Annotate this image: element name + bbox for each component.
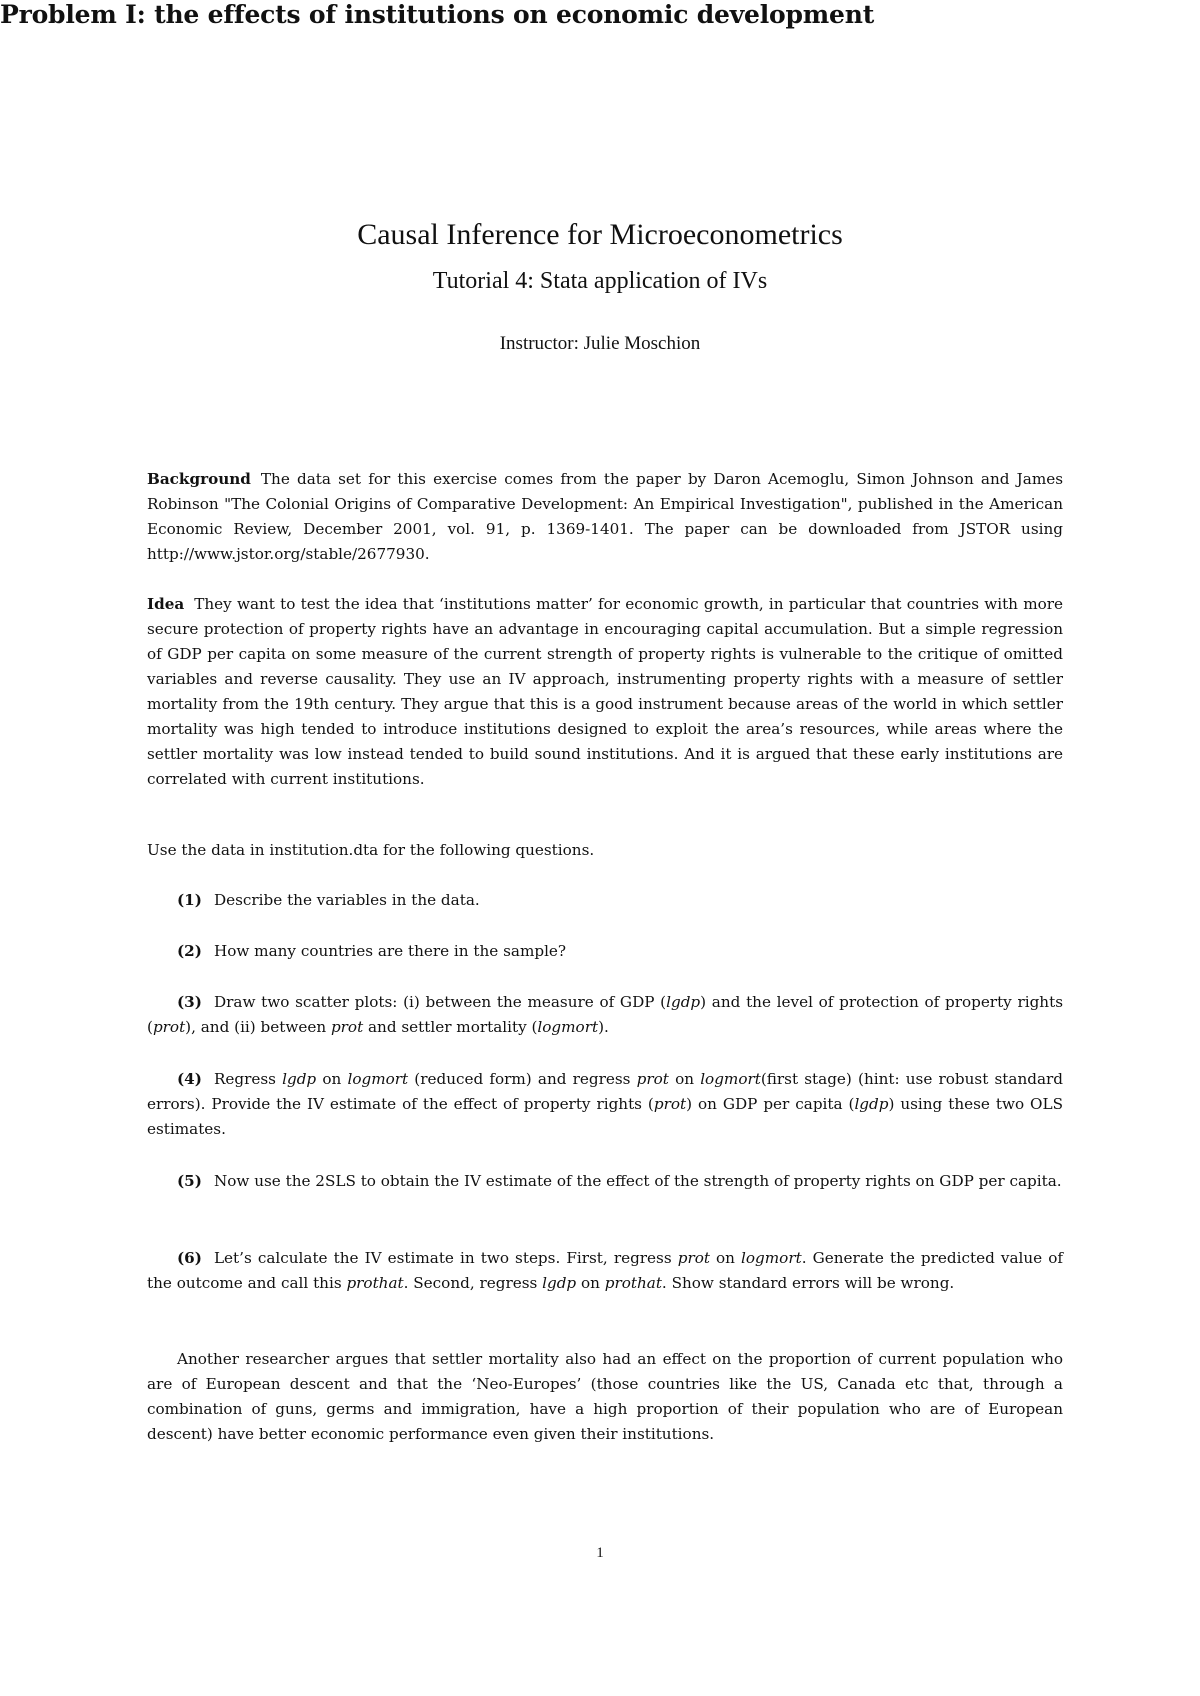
document-title: Causal Inference for Microeconometrics (357, 218, 843, 251)
variable-name: prot (152, 1018, 186, 1036)
variable-name: prot (636, 1070, 669, 1088)
text-part: ) and the level of protection of property rights ( (147, 993, 1063, 1036)
question-number: (1) (177, 891, 202, 909)
text-part: on (316, 1070, 348, 1088)
text-part: on (668, 1070, 701, 1088)
question-text: Now use the 2SLS to obtain the IV estimate of the effect of the strength of property rights on GDP per capita. (213, 1172, 1062, 1190)
variable-name: lgdp (854, 1095, 889, 1113)
text-part: Draw two scatter plots: (i) between the measure of GDP ( (213, 993, 667, 1011)
idea-label: Idea (147, 595, 185, 613)
background-text: The data set for this exercise comes from the paper by Daron Acemoglu, Simon Johnson and James Robinson "The Colonial Origins of Comparative Development: An Empirical Investigation", published in the American Economic Review, December 2001, vol. 91, p. 1369-1401. The paper can be downloaded from JSTOR using http://www.jstor.org/stable/2677930. (147, 470, 1063, 563)
background-paragraph (147, 467, 1063, 567)
text-part: ), and (ii) between (185, 1018, 331, 1036)
variable-name: prothat (604, 1274, 662, 1292)
text-part: Regress (213, 1070, 283, 1088)
document-subtitle: Tutorial 4: Stata application of IVs (432, 268, 768, 294)
problem-heading: Problem I: the effects of institutions on economic development (0, 0, 875, 29)
text-part: ) using these two OLS estimates. (147, 1095, 1063, 1138)
question-number: (2) (177, 942, 202, 960)
text-part: on (709, 1249, 742, 1267)
question-text: Describe the variables in the data. (213, 891, 480, 909)
variable-name: logmort (347, 1070, 409, 1088)
text-part: . Show standard errors will be wrong. (661, 1274, 955, 1292)
text-part: . Generate the predicted value of the outcome and call this (147, 1249, 1063, 1292)
variable-name: lgdp (282, 1070, 317, 1088)
question-4 (147, 1067, 1063, 1142)
question-number: (4) (177, 1070, 202, 1088)
instructor-line: Instructor: Julie Moschion (499, 333, 701, 354)
question-number: (3) (177, 993, 202, 1011)
variable-name: lgdp (542, 1274, 577, 1292)
variable-name: logmort (741, 1249, 802, 1267)
text-part: ). (598, 1018, 609, 1036)
text-part: on (576, 1274, 605, 1292)
use-data-paragraph: Use the data in institution.dta for the following questions. (147, 841, 595, 859)
text-part: . Second, regress (403, 1274, 543, 1292)
question-6 (147, 1246, 1063, 1296)
question-number: (5) (177, 1172, 202, 1190)
page-number: 1 (596, 1545, 604, 1561)
question-1 (147, 888, 1063, 913)
question-number: (6) (177, 1249, 202, 1267)
variable-name: logmort (700, 1070, 761, 1088)
question-3 (147, 990, 1063, 1040)
variable-name: lgdp (666, 993, 701, 1011)
variable-name: prot (330, 1018, 364, 1036)
idea-paragraph (147, 592, 1063, 792)
variable-name: prot (653, 1095, 687, 1113)
background-label: Background (147, 470, 251, 488)
question-text: How many countries are there in the sample? (213, 942, 567, 960)
idea-text: They want to test the idea that ‘institutions matter’ for economic growth, in particular that countries with more secure protection of property rights have an advantage in encouraging capital accumulation. But a simple regression of GDP per capita on some measure of the current strength of property rights is vulnerable to the critique of omitted variables and reverse causality. They use an IV approach, instrumenting property rights with a measure of settler mortality from the 19th century. They argue that this is a good instrument because areas of the world in which settler mortality was high tended to introduce institutions designed to exploit the area’s resources, while areas where the settler mortality was low instead tended to build sound institutions. And it is argued that these early institutions are correlated with current institutions. (147, 595, 1063, 788)
text-part: and settler mortality ( (363, 1018, 538, 1036)
variable-name: prothat (346, 1274, 404, 1292)
text-part: Let’s calculate the IV estimate in two steps. First, regress (213, 1249, 678, 1267)
variable-name: logmort (537, 1018, 599, 1036)
text-part: (reduced form) and regress (408, 1070, 637, 1088)
question-2 (147, 939, 1063, 964)
variable-name: prot (677, 1249, 710, 1267)
another-researcher-paragraph: Another researcher argues that settler mortality also had an effect on the proportion of current population who are of European descent and that the ‘Neo-Europes’ (those countries like the US, Canada etc that, through a combination of guns, germs and immigration, have a high proportion of their population who are of European descent) have better economic performance even given their institutions. (147, 1350, 1063, 1443)
text-part: (first stage) (hint: use robust standard errors). Provide the IV estimate of the effect of property rights ( (147, 1070, 1063, 1113)
question-5 (147, 1169, 1063, 1194)
text-part: ) on GDP per capita ( (686, 1095, 855, 1113)
